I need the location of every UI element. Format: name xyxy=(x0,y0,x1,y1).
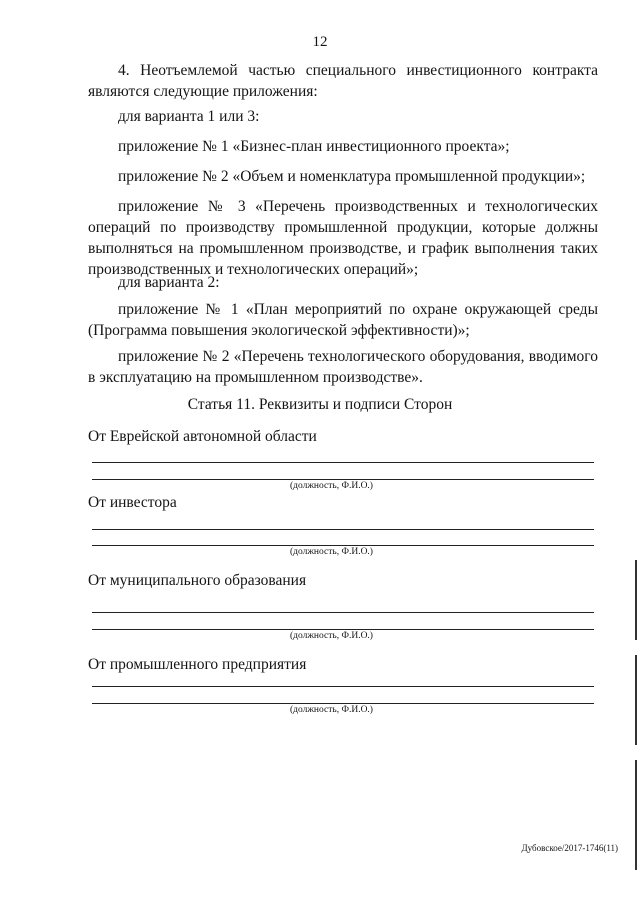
paragraph-intro: 4. Неотъемлемой частью специального инвестиционного контракта являются следующие приложения: xyxy=(88,62,598,100)
signature-line xyxy=(92,479,594,480)
signature-party-region: От Еврейской автономной области xyxy=(88,428,317,445)
paragraph-appendix-1: приложение № 1 «Бизнес-план инвестиционного проекта»; xyxy=(118,138,510,155)
signature-caption: (должность, Ф.И.О.) xyxy=(290,481,373,491)
page-number: 12 xyxy=(312,34,328,50)
signature-line xyxy=(92,612,594,613)
signature-line xyxy=(92,629,594,630)
signature-line xyxy=(92,529,594,530)
signature-caption: (должность, Ф.И.О.) xyxy=(290,705,373,715)
paragraph-appendix-3: приложение № 3 «Перечень производственных и технологических операций по производству промышленной продукции, которые должны выполняться на промышленном производстве, и график выполнения таких производственных и технологических операций»; xyxy=(88,198,598,278)
paragraph-appendix-1-v2: приложение № 1 «План мероприятий по охране окружающей среды (Программа повышения экологической эффективности)»; xyxy=(88,301,598,339)
scan-edge-mark xyxy=(635,760,637,870)
paragraph-variant-2: для варианта 2: xyxy=(118,274,220,291)
document-footer-code: Дубовское/2017-1746(11) xyxy=(521,843,618,853)
signature-line xyxy=(92,462,594,463)
paragraph-variant-1-3: для варианта 1 или 3: xyxy=(118,108,260,125)
signature-party-investor: От инвестора xyxy=(88,494,177,511)
scan-edge-mark xyxy=(635,655,637,745)
signature-line xyxy=(92,545,594,546)
signature-line xyxy=(92,686,594,687)
signature-party-enterprise: От промышленного предприятия xyxy=(88,656,307,673)
scan-edge-mark xyxy=(635,560,637,640)
signature-line xyxy=(92,703,594,704)
article-heading: Статья 11. Реквизиты и подписи Сторон xyxy=(187,396,453,413)
signature-caption: (должность, Ф.И.О.) xyxy=(290,631,373,641)
signature-party-municipality: От муниципального образования xyxy=(88,572,307,589)
paragraph-appendix-2: приложение № 2 «Объем и номенклатура промышленной продукции»; xyxy=(118,168,586,185)
signature-caption: (должность, Ф.И.О.) xyxy=(290,547,373,557)
paragraph-appendix-2-v2: приложение № 2 «Перечень технологического оборудования, вводимого в эксплуатацию на промышленном производстве». xyxy=(88,348,598,386)
